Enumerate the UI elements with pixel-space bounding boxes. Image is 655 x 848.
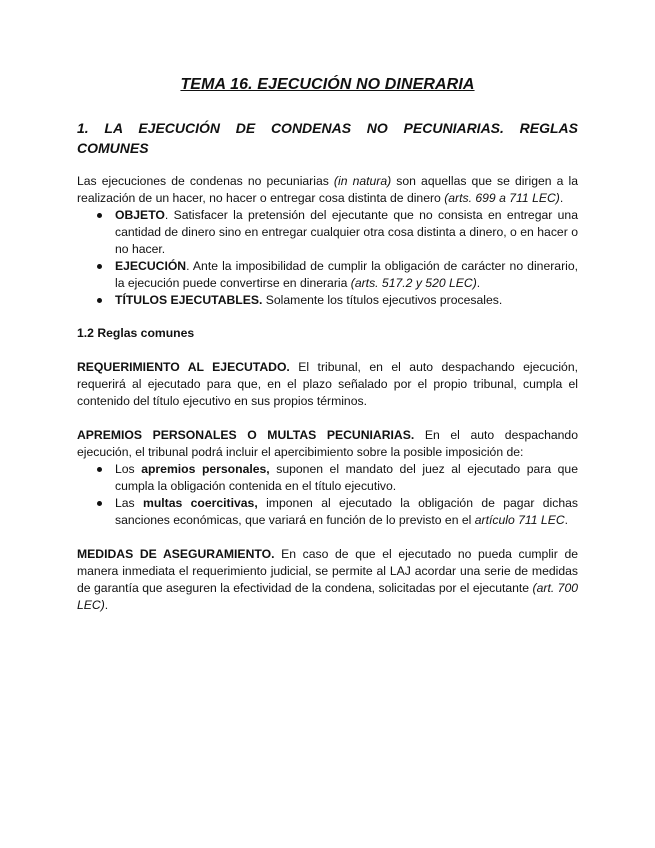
- bullet-term: TÍTULOS EJECUTABLES.: [115, 293, 263, 307]
- bullet-term: OBJETO: [115, 208, 165, 222]
- bullet-end: .: [564, 513, 569, 527]
- bullet-objeto: [115, 207, 578, 258]
- requerimiento-term: REQUERIMIENTO AL EJECUTADO.: [77, 360, 290, 374]
- bullet-text: imponen al ejecutado la obligación de pagar dichas sanciones económicas, que variará en función de lo previsto en el: [115, 496, 578, 527]
- intro-in-natura: (in natura): [333, 174, 392, 188]
- bullet-ref: (arts. 517.2 y 520 LEC): [350, 276, 477, 290]
- bullet-term: EJECUCIÓN: [115, 259, 187, 273]
- intro-paragraph: [77, 173, 578, 207]
- medidas-text: En caso de que el ejecutado no pueda cumplir de manera inmediata el requerimiento judicial, se permite al LAJ acordar una serie de medidas de garantía que aseguren la efectividad de la condena, solicitadas por el ejecutante: [77, 547, 579, 595]
- document-title: TEMA 16. EJECUCIÓN NO DINERARIA: [180, 76, 475, 93]
- apremios-term: APREMIOS PERSONALES O MULTAS PECUNIARIAS.: [77, 428, 415, 442]
- section-1-2-heading: 1.2 Reglas comunes: [77, 326, 195, 340]
- bullet-ejecucion: [115, 258, 578, 292]
- intro-text-5: .: [559, 191, 564, 205]
- bullet-text: suponen el mandato del juez al ejecutado para que cumpla la obligación contenida en el título ejecutivo.: [115, 462, 578, 493]
- requerimiento-paragraph: [77, 359, 578, 410]
- bullet-text: . Ante la imposibilidad de cumplir la obligación de carácter no dinerario, la ejecución puede convertirse en dineraria: [115, 259, 578, 290]
- bullet-text: Solamente los títulos ejecutivos procesales.: [262, 293, 503, 307]
- bullet-pre: Las: [115, 496, 144, 510]
- section-1-heading: 1. LA EJECUCIÓN DE CONDENAS NO PECUNIARIAS. REGLAS COMUNES: [77, 120, 578, 156]
- bullet-term: multas coercitivas,: [143, 496, 258, 510]
- requerimiento-text: El tribunal, en el auto despachando ejecución, requerirá al ejecutado para que, en el plazo señalado por el propio tribunal, cumpla el contenido del título ejecutivo en sus propios términos.: [77, 360, 578, 408]
- apremios-paragraph: [77, 427, 578, 461]
- medidas-paragraph: [77, 546, 578, 614]
- apremios-bullets: [77, 461, 578, 529]
- bullet-ref: artículo 711 LEC: [474, 513, 565, 527]
- medidas-end: .: [104, 598, 109, 612]
- bullet-text: . Satisfacer la pretensión del ejecutante que no consista en entregar una cantidad de dinero sino en entregar cualquier otra cosa distinta a dinero, o en hacer o no hacer.: [115, 208, 578, 256]
- intro-ref: (arts. 699 a 711 LEC): [444, 191, 560, 205]
- intro-text-1: Las ejecuciones de condenas no pecuniarias: [77, 174, 334, 188]
- bullet-titulos: [115, 292, 578, 309]
- medidas-term: MEDIDAS DE ASEGURAMIENTO.: [77, 547, 275, 561]
- apremios-text: En el auto despachando ejecución, el tribunal podrá incluir el apercibimiento sobre la posible imposición de:: [77, 428, 578, 459]
- bullet-apremios-personales: [115, 461, 578, 495]
- section-1-bullets: [77, 207, 578, 309]
- medidas-ref: (art. 700 LEC): [77, 581, 579, 612]
- bullet-pre: Los: [115, 462, 142, 476]
- document-page: [77, 76, 578, 614]
- bullet-end: .: [476, 276, 481, 290]
- intro-text-3: son aquellas que se dirigen a la realización de un hacer, no hacer o entregar cosa distinta de dinero: [77, 174, 578, 205]
- bullet-multas-coercitivas: [115, 495, 578, 529]
- bullet-term: apremios personales,: [141, 462, 270, 476]
